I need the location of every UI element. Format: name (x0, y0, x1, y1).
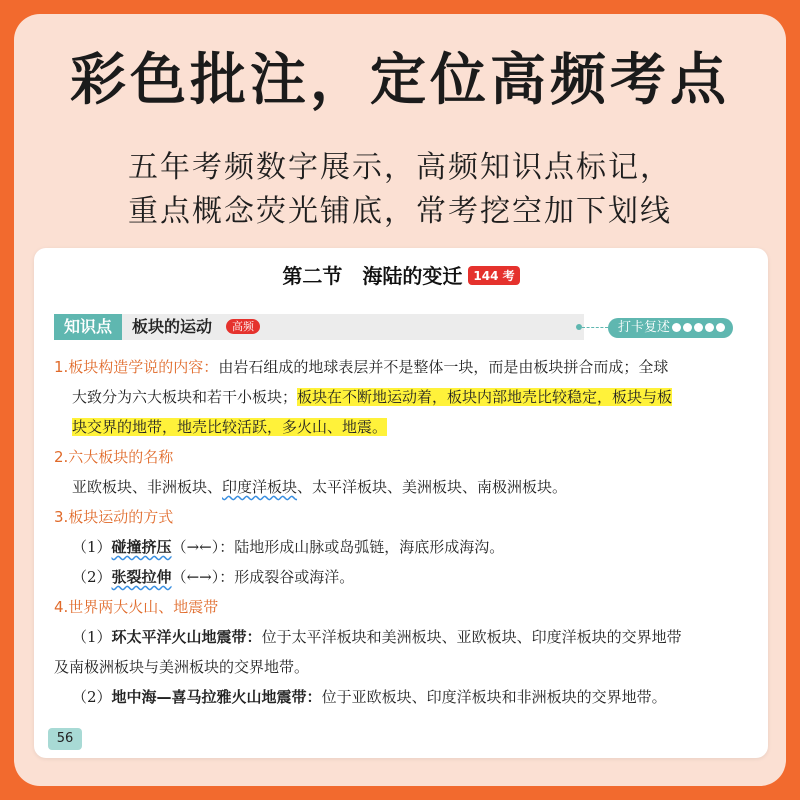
topic-text: 板块的运动 (132, 317, 213, 336)
item-1-text: 由岩石组成的地球表层并不是整体一块，而是由板块拼合而成；全球 (218, 358, 669, 376)
item-2-text-a: 亚欧板块、非洲板块、 (72, 478, 223, 496)
item-1-heading: 1.板块构造学说的内容： (54, 358, 219, 376)
item-3-1-line (54, 532, 754, 562)
item-3-1-key: 碰撞挤压 (111, 538, 172, 556)
section-title-text: 第二节 海陆的变迁 (282, 264, 463, 288)
knowledge-label: 知识点 (54, 314, 122, 340)
circle-icon (716, 323, 725, 332)
item-2-heading: 2.六大板块的名称 (54, 448, 174, 466)
circle-icon (672, 323, 681, 332)
item-4-1-key: 环太平洋火山地震带： (111, 628, 262, 646)
subheadline-1: 五年考频数字展示，高频知识点标记， (128, 150, 672, 185)
item-4-heading-line (54, 592, 754, 622)
section-title (34, 260, 768, 289)
item-4-1-text-2: 及南极洲板块与美洲板块的交界地带。 (54, 658, 310, 676)
item-3-2-number: （2） (72, 568, 112, 586)
item-2-heading-line (54, 442, 754, 472)
content (54, 352, 754, 712)
promo-card (14, 14, 786, 786)
item-2-underlined: 印度洋板块 (222, 478, 298, 496)
exam-count-badge: 144 考 (468, 266, 519, 285)
headline: 彩色批注，定位高频考点 (70, 48, 730, 113)
checkin-label: 打卡复述 (618, 320, 671, 335)
item-4-2-key: 地中海—喜马拉雅火山地震带： (111, 688, 322, 706)
item-2-text-c: 、太平洋板块、美洲板块、南极洲板块。 (297, 478, 568, 496)
page-number: 56 (48, 728, 82, 750)
item-1-highlight-2: 块交界的地带，地壳比较活跃，多火山、地震。 (72, 418, 388, 436)
item-4-1-line (54, 622, 754, 652)
checkin-tag (608, 318, 733, 338)
item-3-heading-line (54, 502, 754, 532)
subheadline-2: 重点概念荧光铺底，常考挖空加下划线 (128, 194, 672, 229)
item-4-1-line-2 (54, 652, 754, 682)
item-4-2-line (54, 682, 754, 712)
circle-icon (705, 323, 714, 332)
item-3-1-number: （1） (72, 538, 112, 556)
item-1-highlight-1: 板块在不断地运动着，板块内部地壳比较稳定，板块与板 (297, 388, 673, 406)
topic-title (132, 314, 260, 340)
item-4-2-number: （2） (72, 688, 112, 706)
circle-icon (683, 323, 692, 332)
item-2-line (54, 472, 754, 502)
item-1-line-3 (54, 412, 754, 442)
item-3-2-key: 张裂拉伸 (111, 568, 172, 586)
textbook-page (34, 248, 768, 758)
item-1-text-2: 大致分为六大板块和若干小板块； (72, 388, 298, 406)
item-4-heading: 4.世界两大火山、地震带 (54, 598, 219, 616)
item-1-line-1 (54, 352, 754, 382)
circle-icon (694, 323, 703, 332)
frequency-tag: 高频 (226, 319, 260, 334)
item-3-2-line (54, 562, 754, 592)
item-3-heading: 3.板块运动的方式 (54, 508, 174, 526)
item-4-1-number: （1） (72, 628, 112, 646)
connector-line (582, 327, 608, 328)
item-4-1-text: 位于太平洋板块和美洲板块、亚欧板块、印度洋板块的交界地带 (261, 628, 682, 646)
item-3-1-text: （→←）：陆地形成山脉或岛弧链，海底形成海沟。 (171, 538, 505, 556)
item-4-2-text: 位于亚欧板块、印度洋板块和非洲板块的交界地带。 (321, 688, 667, 706)
item-3-2-text: （←→）：形成裂谷或海洋。 (171, 568, 355, 586)
item-1-line-2 (54, 382, 754, 412)
